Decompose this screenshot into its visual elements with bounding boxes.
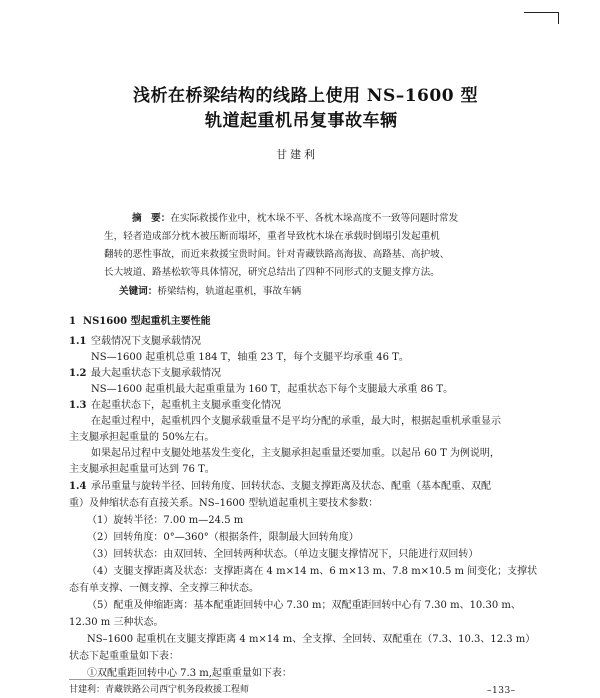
paper-title-line1: 浅析在桥梁结构的线路上使用 NS–1600 型 bbox=[133, 86, 478, 106]
crop-mark bbox=[524, 12, 558, 13]
crop-mark bbox=[558, 12, 559, 24]
param-item: （1）旋转半径：7.00 m—24.5 m bbox=[87, 515, 244, 526]
param-item: （5）配重及伸缩距离：基本配重距回转中心 7.30 m；双配重距回转中心有 7.30 m、10.30 m、 bbox=[87, 600, 521, 611]
param-item: （4）支腿支撑距离及状态：支撑距离在 4 m×14 m、6 m×13 m、7.8 m×10.5 m 间变化；支撑状 bbox=[87, 566, 538, 577]
param-item-continued: 12.30 m 三种状态。 bbox=[69, 617, 164, 628]
abstract-line4: 长大坡道、路基松软等具体情况，研究总结出了四种不同形式的支腿支撑方法。 bbox=[104, 267, 440, 278]
closing-line2: 状态下起重重量如下表： bbox=[69, 651, 179, 662]
item-1-1-text: NS—1600 起重机总重 184 T，轴重 23 T，每个支腿平均承重 46 T。 bbox=[91, 352, 409, 363]
item-1-2-text: NS—1600 起重机最大起重重量为 160 T，起重状态下每个支腿最大承重 86 T。 bbox=[91, 384, 454, 395]
paper-title-line2: 轨道起重机吊复事故车辆 bbox=[205, 111, 398, 131]
item-1-3-p1-line1: 在起重过程中，起重机四个支腿承载重量不是平均分配的承重，最大时，根据起重机承重显示 bbox=[91, 416, 501, 427]
item-1-3-p2-line2: 主支腿承担起重量可达到 76 T。 bbox=[69, 464, 215, 475]
closing-line1: NS–1600 起重机在支腿支撑距离 4 m×14 m、全支撑、全回转、双配重在（7.3、10.3、12.3 m） bbox=[87, 634, 536, 645]
footnote-rule bbox=[69, 679, 219, 680]
item-1-3-p2-line1: 如果起吊过程中支腿处地基发生变化，主支腿承担起重量还要加重。以起吊 60 T 为例说明， bbox=[91, 448, 500, 459]
param-item-continued: 态有单支撑、一侧支撑、全支撑三种状态。 bbox=[69, 583, 259, 594]
item-1-1-heading: 1.1 空载情况下支腿承载情况 bbox=[69, 336, 201, 347]
keywords: 关键词：桥梁结构，轨道起重机，事故车辆 bbox=[119, 286, 302, 297]
page-number: –133– bbox=[487, 686, 516, 696]
abstract-label: 摘 要： bbox=[132, 213, 171, 224]
section-heading: 1 NS1600 型起重机主要性能 bbox=[69, 316, 211, 327]
abstract-line1: 摘 要：在实际救援作业中，枕木垛不平、各枕木垛高度不一致等问题时常发 bbox=[132, 213, 459, 224]
item-1-4-line1: 1.4 承吊重量与旋转半径、回转角度、回转状态、支腿支撑距离及状态、配重（基本配重、双配 bbox=[69, 481, 491, 492]
item-1-2-heading: 1.2 最大起重状态下支腿承载情况 bbox=[69, 368, 221, 379]
abstract-line2: 生，轻者造成部分枕木被压断而塌坏，重者导致枕木垛在承载时倒塌引发起重机 bbox=[104, 231, 440, 242]
param-item: （3）回转状态：由双回转、全回转两种状态。（单边支腿支撑情况下，只能进行双回转） bbox=[87, 549, 479, 560]
item-1-3-heading: 1.3 在起重状态下，起重机主支腿承重变化情况 bbox=[69, 400, 281, 411]
footnote: 甘建利：青藏铁路公司西宁机务段救援工程师 bbox=[69, 685, 250, 695]
author: 甘建利 bbox=[276, 148, 318, 161]
item-1-3-p1-line2: 主支腿承担起重量的 50%左右。 bbox=[69, 432, 215, 443]
keywords-label: 关键词： bbox=[119, 286, 158, 297]
item-1-4-line2: 重）及伸缩状态有直接关系。NS–1600 型轨道起重机主要技术参数： bbox=[69, 498, 379, 509]
abstract-line3: 翻转的恶性事故，而近来救援宝贵时间。针对青藏铁路高海拔、高路基、高护坡、 bbox=[104, 249, 450, 260]
param-item: （2）回转角度：0°—360°（根据条件，限制最大回转角度） bbox=[87, 532, 359, 543]
closing-line3: ①双配重距回转中心 7.3 m,起重重量如下表： bbox=[87, 668, 292, 679]
